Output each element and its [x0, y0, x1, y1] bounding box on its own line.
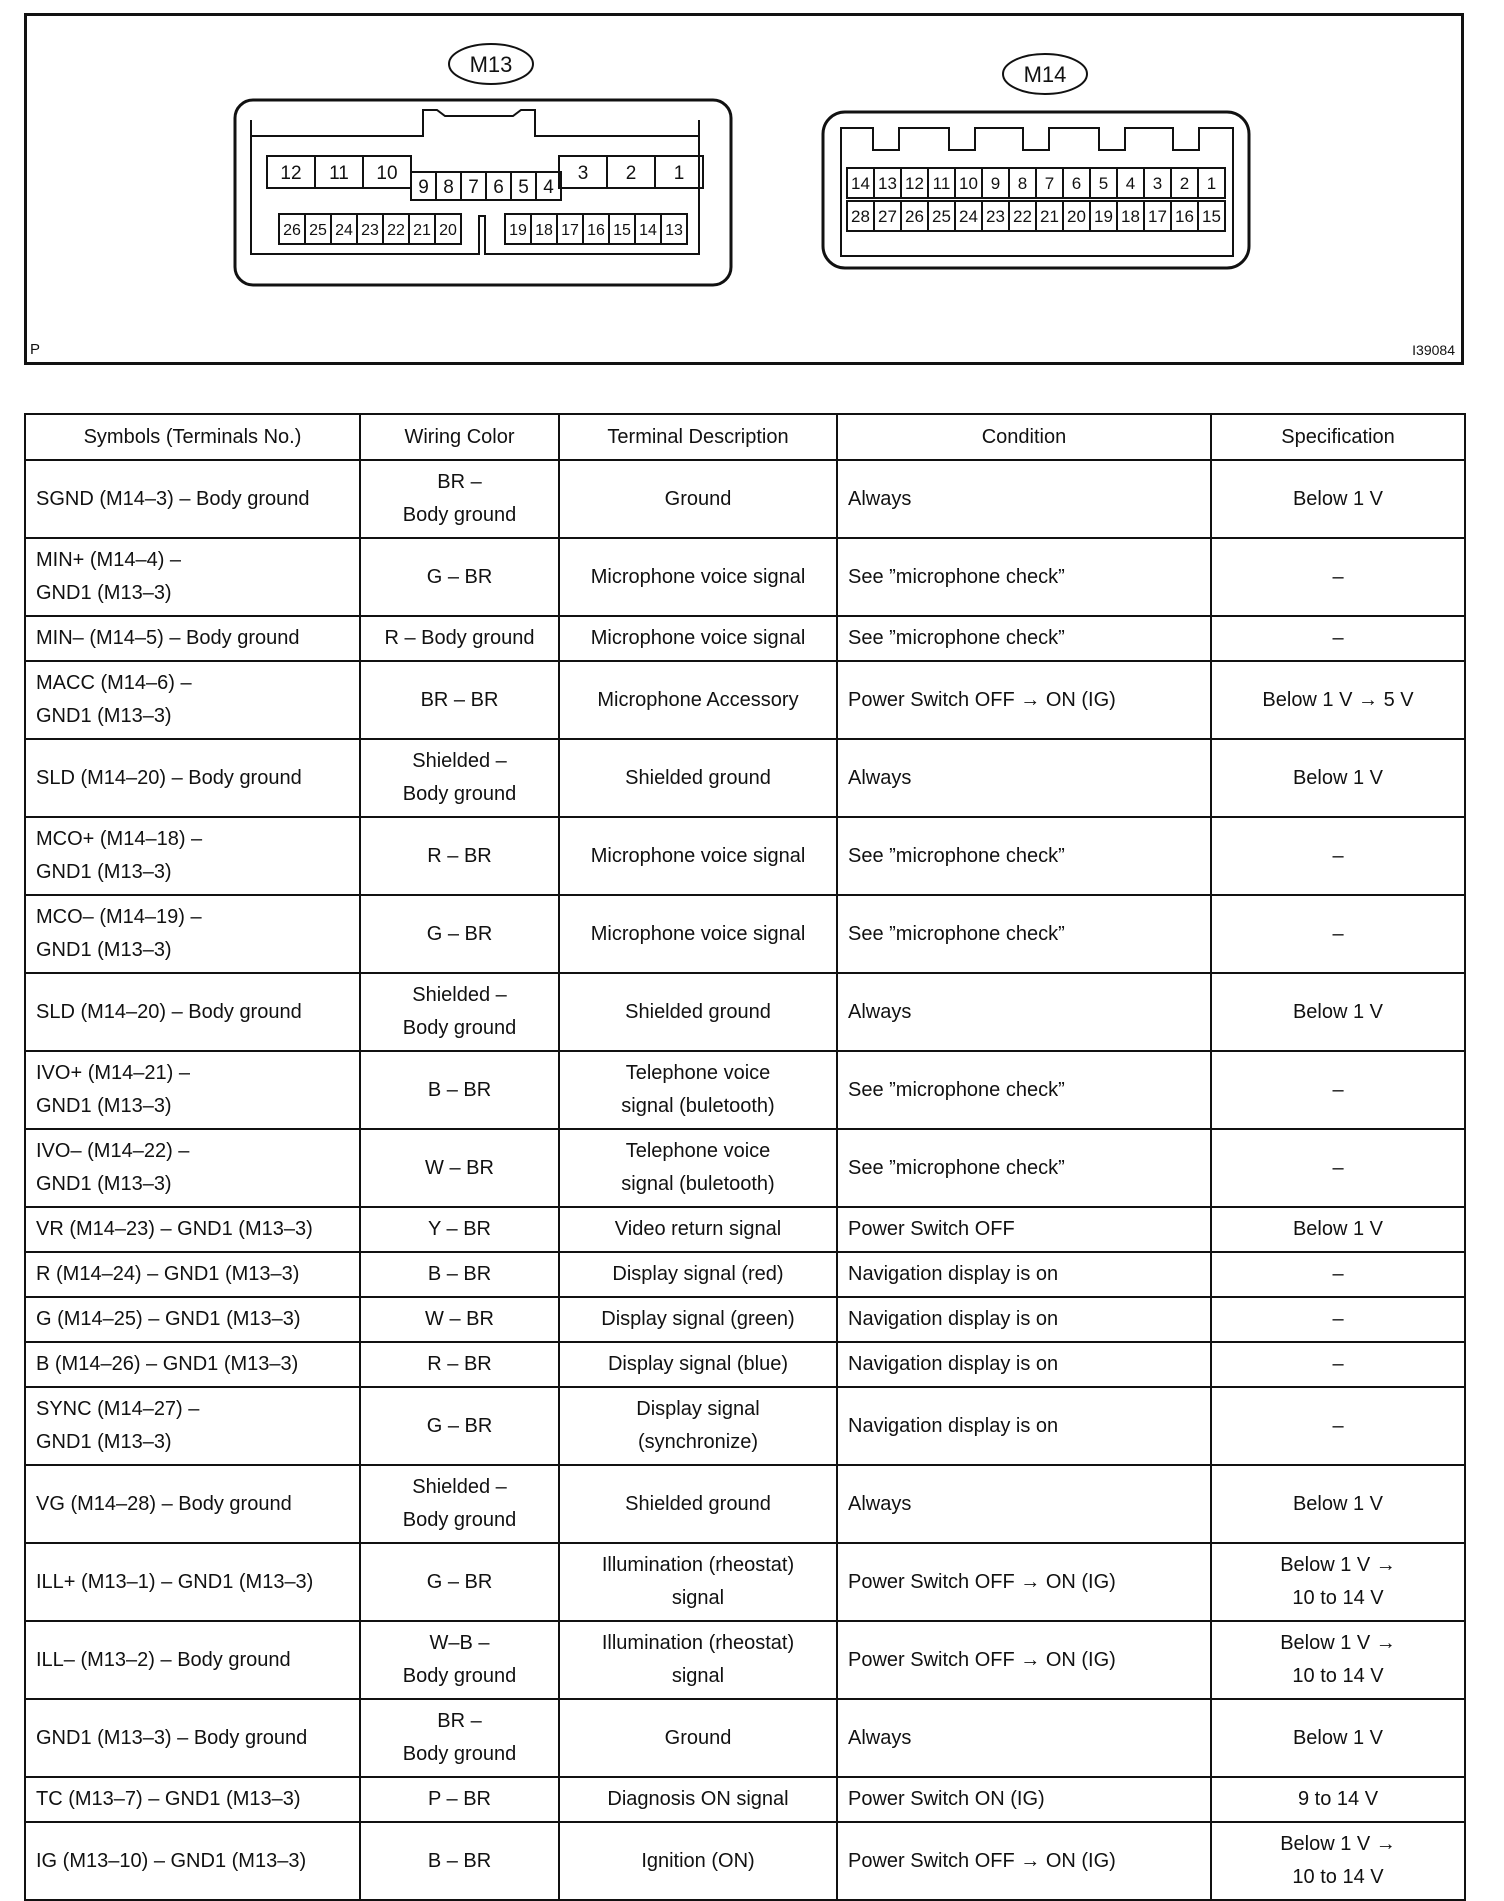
cell-line: P – BR	[428, 1788, 491, 1810]
table-row	[25, 538, 1465, 616]
specification-cell	[1211, 1387, 1465, 1465]
cell-line: Body ground	[402, 1665, 517, 1687]
terminal-number: 11	[329, 162, 349, 184]
terminal-number: 8	[443, 176, 454, 198]
description-cell	[559, 1129, 837, 1207]
connector-label: M14	[1023, 62, 1067, 87]
condition-cell: Power Switch OFF	[837, 1207, 1211, 1252]
cell-line: Microphone Accessory	[597, 688, 799, 711]
terminal-number: 3	[1152, 174, 1163, 194]
cell-line: MIN+ (M14–4) –	[36, 549, 182, 571]
description-cell	[559, 661, 837, 739]
specification-cell	[1211, 895, 1465, 973]
symbol-cell	[25, 1207, 360, 1252]
description-cell	[559, 1387, 837, 1465]
cell-line: MACC (M14–6) –	[36, 672, 192, 694]
description-cell	[559, 1822, 837, 1900]
terminal-number: 4	[543, 176, 554, 198]
terminal-number: 17	[1148, 207, 1167, 227]
wiring-color-cell	[360, 1822, 559, 1900]
terminal-number: 19	[1094, 207, 1113, 227]
cell-line: G – BR	[426, 922, 493, 945]
wiring-color-cell	[360, 973, 559, 1051]
symbol-cell	[25, 1777, 360, 1822]
cell-line: G – BR	[426, 1414, 493, 1437]
cell-line: R – BR	[427, 844, 492, 867]
cell-line: Y – BR	[428, 1218, 491, 1240]
symbol-cell	[25, 1129, 360, 1207]
cell-line: –	[1332, 627, 1344, 649]
symbol-cell	[25, 661, 360, 739]
symbol-cell	[25, 1051, 360, 1129]
terminal-number: 7	[468, 176, 479, 198]
condition-cell: Navigation display is on	[837, 1252, 1211, 1297]
cell-line: Microphone voice signal	[590, 565, 806, 588]
cell-line: GND1 (M13–3) – Body ground	[36, 1726, 308, 1749]
condition-cell: See ”microphone check”	[837, 817, 1211, 895]
table-row	[25, 1621, 1465, 1699]
header-wiring-color: Wiring Color	[360, 414, 559, 460]
wiring-color-cell	[360, 1297, 559, 1342]
cell-line: Below 1 V →	[1280, 1554, 1396, 1576]
terminal-number: 24	[959, 207, 978, 227]
table-row	[25, 1777, 1465, 1822]
symbol-cell	[25, 1621, 360, 1699]
terminal-number: 12	[905, 174, 924, 194]
cell-line: GND1 (M13–3)	[36, 582, 172, 604]
cell-line: –	[1332, 565, 1344, 588]
terminal-number: 24	[335, 221, 353, 239]
terminal-number: 9	[418, 176, 429, 198]
specification-cell	[1211, 1465, 1465, 1543]
terminal-number: 10	[959, 174, 978, 194]
cell-line: Body ground	[402, 504, 517, 526]
cell-line: BR – BR	[420, 688, 499, 711]
cell-line: Illumination (rheostat)	[601, 1554, 795, 1576]
description-cell	[559, 1621, 837, 1699]
condition-cell: See ”microphone check”	[837, 616, 1211, 661]
cell-line: Microphone voice signal	[590, 627, 806, 649]
terminal-number: 16	[587, 221, 605, 239]
terminal-number: 15	[613, 221, 631, 239]
condition-cell: Navigation display is on	[837, 1342, 1211, 1387]
wiring-color-cell	[360, 1051, 559, 1129]
cell-line: GND1 (M13–3)	[36, 1173, 172, 1195]
terminal-number: 3	[577, 162, 589, 184]
terminal-number: 15	[1202, 207, 1221, 227]
cell-line: –	[1332, 1263, 1344, 1285]
cell-line: Below 1 V →	[1280, 1833, 1396, 1855]
cell-line: Body ground	[402, 1509, 517, 1531]
description-cell	[559, 1297, 837, 1342]
cell-line: GND1 (M13–3)	[36, 1431, 172, 1453]
connector-drawing	[27, 16, 1461, 362]
cell-line: Below 1 V →	[1280, 1632, 1396, 1654]
condition-cell: Always	[837, 973, 1211, 1051]
cell-line: Shielded ground	[625, 1492, 771, 1515]
specification-cell	[1211, 1777, 1465, 1822]
cell-line: Below 1 V	[1292, 487, 1384, 510]
cell-line: IG (M13–10) – GND1 (M13–3)	[36, 1849, 307, 1872]
cell-line: 10 to 14 V	[1292, 1665, 1384, 1687]
cell-line: –	[1332, 922, 1344, 945]
cell-line: Ground	[664, 1726, 732, 1749]
terminal-number: 7	[1044, 174, 1055, 194]
symbol-cell	[25, 538, 360, 616]
terminal-number: 26	[905, 207, 924, 227]
terminal-number: 19	[509, 221, 527, 239]
terminal-number: 9	[990, 174, 1001, 194]
cell-line: GND1 (M13–3)	[36, 939, 172, 961]
wiring-color-cell	[360, 1387, 559, 1465]
terminal-number: 20	[1067, 207, 1086, 227]
cell-line: Display signal (green)	[601, 1308, 795, 1330]
table-row	[25, 1465, 1465, 1543]
specification-cell	[1211, 1129, 1465, 1207]
connector-diagram	[24, 13, 1464, 365]
terminal-number: 11	[932, 174, 951, 194]
cell-line: R (M14–24) – GND1 (M13–3)	[36, 1263, 300, 1285]
description-cell	[559, 1207, 837, 1252]
cell-line: Display signal (red)	[612, 1263, 784, 1285]
terminal-number: 14	[639, 221, 657, 239]
cell-line: B – BR	[427, 1849, 492, 1872]
wiring-color-cell	[360, 1207, 559, 1252]
cell-line: Shielded ground	[625, 766, 771, 789]
terminal-number: 5	[1098, 174, 1109, 194]
cell-line: MIN– (M14–5) – Body ground	[36, 627, 300, 649]
table-row	[25, 895, 1465, 973]
cell-line: GND1 (M13–3)	[36, 705, 172, 727]
specification-cell	[1211, 1543, 1465, 1621]
header-terminal-description: Terminal Description	[559, 414, 837, 460]
cell-line: G – BR	[426, 1570, 493, 1593]
cell-line: –	[1332, 1353, 1344, 1375]
wiring-color-cell	[360, 1129, 559, 1207]
table-row	[25, 1297, 1465, 1342]
wiring-color-cell	[360, 1777, 559, 1822]
terminal-number: 13	[878, 174, 897, 194]
table-row	[25, 973, 1465, 1051]
symbol-cell	[25, 973, 360, 1051]
symbol-cell	[25, 1297, 360, 1342]
terminal-number: 20	[439, 221, 457, 239]
cell-line: SYNC (M14–27) –	[36, 1398, 200, 1420]
cell-line: G (M14–25) – GND1 (M13–3)	[36, 1308, 301, 1330]
specification-cell	[1211, 1621, 1465, 1699]
cell-line: R – Body ground	[384, 627, 535, 649]
cell-line: SGND (M14–3) – Body ground	[36, 487, 310, 510]
terminal-number: 21	[1040, 207, 1059, 227]
condition-cell: Navigation display is on	[837, 1387, 1211, 1465]
cell-line: BR –	[437, 471, 482, 493]
specification-cell	[1211, 817, 1465, 895]
cell-line: Below 1 V → 5 V	[1262, 688, 1414, 711]
cell-line: Display signal (blue)	[607, 1353, 789, 1375]
table-row	[25, 1822, 1465, 1900]
corner-label: P	[30, 341, 41, 358]
terminal-number: 2	[625, 162, 637, 184]
cell-line: Below 1 V	[1292, 1218, 1384, 1240]
description-cell	[559, 895, 837, 973]
cell-line: BR –	[437, 1710, 482, 1732]
cell-line: Below 1 V	[1292, 1000, 1384, 1023]
wiring-color-cell	[360, 460, 559, 538]
cell-line: Body ground	[402, 1743, 517, 1765]
connector-housing	[235, 100, 731, 285]
cell-line: SLD (M14–20) – Body ground	[36, 766, 302, 789]
cell-line: G – BR	[426, 565, 493, 588]
cell-line: Illumination (rheostat)	[601, 1632, 795, 1654]
condition-cell: Power Switch ON (IG)	[837, 1777, 1211, 1822]
description-cell	[559, 538, 837, 616]
symbol-cell	[25, 817, 360, 895]
description-cell	[559, 739, 837, 817]
symbol-cell	[25, 1543, 360, 1621]
description-cell	[559, 1342, 837, 1387]
cell-line: signal (buletooth)	[621, 1095, 775, 1117]
header-condition: Condition	[837, 414, 1211, 460]
cell-line: VR (M14–23) – GND1 (M13–3)	[36, 1218, 313, 1240]
cell-line: Microphone voice signal	[590, 844, 806, 867]
wiring-color-cell	[360, 1543, 559, 1621]
cell-line: Ground	[664, 487, 732, 510]
terminal-number: 14	[851, 174, 870, 194]
condition-cell: Always	[837, 739, 1211, 817]
specification-cell	[1211, 973, 1465, 1051]
wiring-color-cell	[360, 616, 559, 661]
symbol-cell	[25, 1699, 360, 1777]
specification-cell	[1211, 739, 1465, 817]
table-row	[25, 460, 1465, 538]
specification-cell	[1211, 616, 1465, 661]
cell-line: signal	[671, 1665, 725, 1687]
terminal-number: 5	[518, 176, 529, 198]
table-header-row	[25, 414, 1465, 460]
terminal-number: 1	[673, 162, 685, 184]
symbol-cell	[25, 616, 360, 661]
cell-line: Microphone voice signal	[590, 922, 806, 945]
terminal-number: 12	[280, 162, 302, 184]
terminal-number: 6	[1071, 174, 1082, 194]
header-symbols: Symbols (Terminals No.)	[25, 414, 360, 460]
connector-label: M13	[469, 52, 513, 77]
table-row	[25, 817, 1465, 895]
cell-line: GND1 (M13–3)	[36, 861, 172, 883]
cell-line: Video return signal	[614, 1218, 782, 1240]
description-cell	[559, 1777, 837, 1822]
specification-cell	[1211, 1342, 1465, 1387]
cell-line: MCO+ (M14–18) –	[36, 828, 203, 850]
terminal-number: 18	[1121, 207, 1140, 227]
table-row	[25, 1252, 1465, 1297]
wiring-color-cell	[360, 817, 559, 895]
description-cell	[559, 973, 837, 1051]
specification-cell	[1211, 1699, 1465, 1777]
condition-cell: Power Switch OFF → ON (IG)	[837, 1822, 1211, 1900]
terminal-number: 23	[361, 221, 379, 239]
condition-cell: See ”microphone check”	[837, 1051, 1211, 1129]
specification-cell	[1211, 1297, 1465, 1342]
cell-line: B – BR	[427, 1263, 492, 1285]
table-row	[25, 661, 1465, 739]
symbol-cell	[25, 460, 360, 538]
condition-cell: See ”microphone check”	[837, 1129, 1211, 1207]
wiring-color-cell	[360, 1252, 559, 1297]
table-row	[25, 1051, 1465, 1129]
condition-cell: Power Switch OFF → ON (IG)	[837, 1543, 1211, 1621]
description-cell	[559, 1252, 837, 1297]
condition-cell: Power Switch OFF → ON (IG)	[837, 1621, 1211, 1699]
description-cell	[559, 817, 837, 895]
wiring-color-cell	[360, 895, 559, 973]
condition-cell: See ”microphone check”	[837, 895, 1211, 973]
cell-line: R – BR	[427, 1353, 492, 1375]
cell-line: Body ground	[402, 783, 517, 805]
cell-line: SLD (M14–20) – Body ground	[36, 1000, 302, 1023]
terminal-number: 22	[1013, 207, 1032, 227]
condition-cell: Navigation display is on	[837, 1297, 1211, 1342]
table-row	[25, 739, 1465, 817]
specification-cell	[1211, 1822, 1465, 1900]
cell-line: –	[1332, 1156, 1344, 1179]
terminal-spec-table	[24, 413, 1466, 1901]
description-cell	[559, 1051, 837, 1129]
cell-line: 10 to 14 V	[1292, 1866, 1384, 1888]
specification-cell	[1211, 460, 1465, 538]
description-cell	[559, 1699, 837, 1777]
wiring-color-cell	[360, 661, 559, 739]
specification-cell	[1211, 661, 1465, 739]
wiring-color-cell	[360, 1699, 559, 1777]
cell-line: B (M14–26) – GND1 (M13–3)	[36, 1353, 299, 1375]
table-row	[25, 1342, 1465, 1387]
terminal-number: 25	[309, 221, 327, 239]
table-row	[25, 1543, 1465, 1621]
symbol-cell	[25, 739, 360, 817]
description-cell	[559, 1543, 837, 1621]
wiring-color-cell	[360, 538, 559, 616]
cell-line: –	[1332, 1078, 1344, 1101]
terminal-number: 26	[283, 221, 301, 239]
specification-cell	[1211, 1252, 1465, 1297]
terminal-number: 13	[665, 221, 683, 239]
cell-line: Telephone voice	[625, 1062, 771, 1084]
wiring-color-cell	[360, 1342, 559, 1387]
cell-line: VG (M14–28) – Body ground	[36, 1492, 292, 1515]
symbol-cell	[25, 1465, 360, 1543]
description-cell	[559, 460, 837, 538]
cell-line: IVO– (M14–22) –	[36, 1140, 190, 1162]
wiring-color-cell	[360, 739, 559, 817]
terminal-number: 18	[535, 221, 553, 239]
cell-line: ILL+ (M13–1) – GND1 (M13–3)	[36, 1570, 314, 1593]
terminal-number: 28	[851, 207, 870, 227]
cell-line: Ignition (ON)	[641, 1849, 755, 1872]
specification-cell	[1211, 1207, 1465, 1252]
header-specification: Specification	[1211, 414, 1465, 460]
figure-id: I39084	[1412, 342, 1455, 358]
cell-line: Shielded –	[412, 750, 507, 772]
cell-line: Diagnosis ON signal	[607, 1788, 789, 1810]
terminal-number: 25	[932, 207, 951, 227]
cell-line: TC (M13–7) – GND1 (M13–3)	[36, 1788, 301, 1810]
terminal-number: 2	[1179, 174, 1190, 194]
cell-line: 10 to 14 V	[1292, 1587, 1384, 1609]
cell-line: Below 1 V	[1292, 1492, 1384, 1515]
condition-cell: Always	[837, 1465, 1211, 1543]
table-row	[25, 1207, 1465, 1252]
table-row	[25, 616, 1465, 661]
condition-cell: Always	[837, 460, 1211, 538]
cell-line: GND1 (M13–3)	[36, 1095, 172, 1117]
condition-cell: Power Switch OFF → ON (IG)	[837, 661, 1211, 739]
terminal-number: 1	[1206, 174, 1217, 194]
wiring-color-cell	[360, 1621, 559, 1699]
cell-line: Telephone voice	[625, 1140, 771, 1162]
table-row	[25, 1129, 1465, 1207]
cell-line: (synchronize)	[637, 1431, 759, 1453]
symbol-cell	[25, 1822, 360, 1900]
symbol-cell	[25, 1252, 360, 1297]
terminal-number: 23	[986, 207, 1005, 227]
table-row	[25, 1699, 1465, 1777]
cell-line: IVO+ (M14–21) –	[36, 1062, 190, 1084]
symbol-cell	[25, 1387, 360, 1465]
symbol-cell	[25, 1342, 360, 1387]
cell-line: W–B –	[429, 1632, 490, 1654]
cell-line: MCO– (M14–19) –	[36, 906, 202, 928]
cell-line: –	[1332, 844, 1344, 867]
cell-line: Below 1 V	[1292, 1726, 1384, 1749]
cell-line: signal	[671, 1587, 725, 1609]
terminal-number: 6	[493, 176, 504, 198]
cell-line: signal (buletooth)	[621, 1173, 775, 1195]
cell-line: Below 1 V	[1292, 766, 1384, 789]
cell-line: Shielded ground	[625, 1000, 771, 1023]
terminal-number: 21	[413, 221, 431, 239]
terminal-number: 10	[376, 162, 398, 184]
specification-cell	[1211, 538, 1465, 616]
cell-line: W – BR	[425, 1156, 494, 1179]
cell-line: Shielded –	[412, 984, 507, 1006]
cell-line: Shielded –	[412, 1476, 507, 1498]
cell-line: W – BR	[425, 1308, 494, 1330]
terminal-number: 17	[561, 221, 579, 239]
cell-line: Body ground	[402, 1017, 517, 1039]
wiring-color-cell	[360, 1465, 559, 1543]
condition-cell: See ”microphone check”	[837, 538, 1211, 616]
cell-line: B – BR	[427, 1078, 492, 1101]
condition-cell: Always	[837, 1699, 1211, 1777]
cell-line: –	[1332, 1414, 1344, 1437]
table-row	[25, 1387, 1465, 1465]
symbol-cell	[25, 895, 360, 973]
terminal-number: 16	[1175, 207, 1194, 227]
terminal-number: 27	[878, 207, 897, 227]
cell-line: ILL– (M13–2) – Body ground	[36, 1648, 291, 1671]
cell-line: –	[1332, 1308, 1344, 1330]
specification-cell	[1211, 1051, 1465, 1129]
cell-line: 9 to 14 V	[1297, 1788, 1379, 1810]
description-cell	[559, 616, 837, 661]
cell-line: Display signal	[636, 1398, 760, 1420]
terminal-number: 4	[1125, 174, 1136, 194]
description-cell	[559, 1465, 837, 1543]
terminal-number: 8	[1017, 174, 1028, 194]
terminal-number: 22	[387, 221, 405, 239]
